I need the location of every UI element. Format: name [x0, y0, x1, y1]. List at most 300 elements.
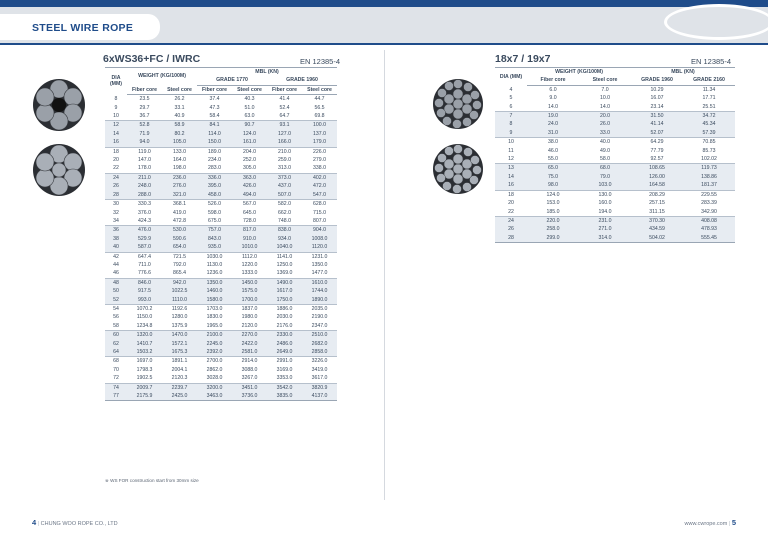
table-cell: 6: [509, 103, 513, 110]
table-cell: 48: [105, 278, 127, 287]
table-cell: 51.0: [244, 104, 255, 111]
table-cell: 942.0: [162, 278, 197, 287]
table-cell: 234.0: [208, 157, 221, 164]
table-cell: 64.7: [279, 113, 290, 120]
table-cell: 1744.0: [302, 287, 337, 295]
table-cell: 321.0: [162, 191, 197, 200]
table-cell: 2270.0: [232, 331, 267, 340]
table-cell: 98.0: [527, 181, 579, 190]
table-cell: 283.0: [208, 165, 221, 172]
page-divider: [384, 50, 385, 500]
table-cell: 2245.0: [197, 340, 232, 348]
table-cell: 60: [105, 331, 127, 340]
table-row: [495, 120, 735, 128]
header-decoration: [664, 4, 768, 40]
table-cell: 567.0: [232, 200, 267, 209]
table-cell: 1110.0: [162, 296, 197, 305]
table-cell: 529.9: [127, 235, 162, 243]
table-row: [495, 94, 735, 102]
table-cell: 1369.0: [276, 270, 293, 277]
table-row: [105, 252, 337, 261]
table-row: [105, 243, 337, 252]
table-cell: 1470.0: [162, 331, 197, 340]
table-cell: 3463.0: [197, 392, 232, 401]
table-cell: 1008.0: [302, 235, 337, 243]
table-cell: 314.0: [579, 234, 631, 243]
table-cell: 19.0: [527, 112, 579, 121]
table-cell: 22: [508, 208, 514, 215]
table-cell: 133.0: [162, 147, 197, 156]
table-cell: 13: [495, 164, 527, 173]
col-dia: DIA (MM): [495, 68, 527, 86]
company-name: CHUNG WOO ROPE CO., LTD: [40, 521, 118, 527]
table-cell: 9: [114, 104, 118, 111]
table-cell: 2009.7: [127, 383, 162, 392]
table-cell: 28: [105, 191, 127, 200]
table-cell: 647.4: [127, 252, 162, 261]
table-cell: 58: [113, 322, 119, 329]
table-cell: 373.0: [267, 173, 302, 182]
table-row: [495, 234, 735, 243]
col-fiber-core: Fiber core: [527, 76, 579, 85]
table-cell: 18: [495, 190, 527, 199]
table-row: [105, 217, 337, 226]
table-cell: 4: [509, 86, 513, 93]
table-row: [105, 304, 337, 313]
table-cell: 49.0: [599, 147, 611, 154]
col-weight: WEIGHT (KG/100M): [127, 68, 197, 86]
table-cell: 1830.0: [206, 314, 223, 321]
table-cell: 70: [113, 366, 119, 373]
table-cell: 2858.0: [302, 348, 337, 357]
table-cell: 2190.0: [311, 314, 328, 321]
table-cell: 7.0: [601, 86, 609, 93]
table-cell: 792.0: [173, 261, 186, 268]
table-row: [105, 138, 337, 147]
col-fiber-core: Fiber core: [127, 85, 162, 94]
table-cell: 3451.0: [232, 383, 267, 392]
table-cell: 77: [105, 392, 127, 401]
table-cell: 3419.0: [311, 366, 328, 373]
table-cell: 58.9: [162, 121, 197, 130]
table-cell: 654.0: [162, 243, 197, 252]
table-cell: 2330.0: [267, 331, 302, 340]
table-cell: 1450.0: [232, 278, 267, 287]
table-cell: 476.0: [127, 226, 162, 235]
table-cell: 52: [105, 296, 127, 305]
table-cell: 55.0: [547, 156, 559, 163]
table-cell: 164.58: [631, 181, 683, 190]
rope-cross-section-18x7-icon: [432, 78, 484, 130]
table-cell: 14: [105, 130, 127, 138]
table-cell: 38.0: [527, 138, 579, 147]
table-cell: 210.0: [267, 147, 302, 156]
table-cell: 437.0: [267, 182, 302, 190]
table-cell: 3542.0: [267, 383, 302, 392]
table-cell: 28: [495, 234, 527, 243]
table-cell: 31.0: [527, 129, 579, 138]
table-cell: 47.3: [209, 104, 220, 111]
table-cell: 10.0: [599, 95, 611, 102]
table-cell: 478.93: [683, 225, 735, 233]
table-cell: 526.0: [197, 200, 232, 209]
table-cell: 336.0: [197, 173, 232, 182]
table-cell: 748.0: [278, 217, 291, 224]
table-cell: 63.0: [244, 113, 255, 120]
table-cell: 1886.0: [267, 304, 302, 313]
table-cell: 259.0: [278, 157, 291, 164]
table-cell: 1231.0: [302, 252, 337, 261]
table-cell: 757.0: [197, 226, 232, 235]
table-cell: 11: [508, 147, 514, 154]
table-cell: 10: [495, 138, 527, 147]
table-cell: 38: [105, 235, 127, 243]
table-cell: 68.0: [579, 164, 631, 173]
table-cell: 1980.0: [241, 314, 258, 321]
table-cell: 45.34: [683, 120, 735, 128]
table-cell: 1192.6: [162, 304, 197, 313]
col-weight: WEIGHT (KG/100M): [527, 68, 631, 77]
table-cell: 368.1: [162, 200, 197, 209]
table-cell: 1490.0: [267, 278, 302, 287]
table-cell: 252.0: [243, 157, 256, 164]
table-cell: 90.7: [232, 121, 267, 130]
table-cell: 20: [508, 200, 514, 207]
table-cell: 1030.0: [197, 252, 232, 261]
table-cell: 7: [495, 112, 527, 121]
header-line: [0, 43, 768, 45]
table-cell: 4137.0: [302, 392, 337, 401]
table-cell: 472.8: [173, 217, 186, 224]
table-cell: 426.0: [232, 182, 267, 190]
table-cell: 2422.0: [232, 340, 267, 348]
table-cell: 20.0: [579, 112, 631, 121]
table-cell: 124.0: [232, 130, 267, 138]
table-cell: 2581.0: [232, 348, 267, 357]
right-section-title: 18x7 / 19x7: [495, 53, 551, 65]
table-cell: 103.0: [579, 181, 631, 190]
col-fiber-core: Fiber core: [197, 85, 232, 94]
table-cell: 40.3: [244, 96, 255, 103]
table-cell: 16: [105, 138, 127, 147]
table-cell: 504.02: [631, 234, 683, 243]
table-cell: 1580.0: [197, 296, 232, 305]
table-row: [105, 261, 337, 269]
table-cell: 817.0: [232, 226, 267, 235]
table-cell: 419.0: [173, 209, 186, 216]
table-cell: 1890.0: [302, 296, 337, 305]
table-row: [495, 190, 735, 199]
table-cell: 34: [113, 217, 119, 224]
table-cell: 2486.0: [267, 340, 302, 348]
table-cell: 208.29: [631, 190, 683, 199]
table-cell: 1617.0: [267, 287, 302, 295]
table-cell: 3617.0: [311, 375, 328, 382]
col-dia: DIA (MM): [105, 68, 127, 95]
table-cell: 1250.0: [276, 261, 293, 268]
table-row: [495, 103, 735, 112]
table-cell: 16: [495, 181, 527, 190]
table-row: [105, 313, 337, 321]
table-cell: 42: [105, 252, 127, 261]
table-cell: 283.39: [701, 200, 717, 207]
table-cell: 271.0: [579, 225, 631, 233]
rope-cross-section-19x7-icon: [432, 143, 484, 195]
table-cell: 2649.0: [267, 348, 302, 357]
table-cell: 10: [113, 113, 119, 120]
table-cell: 26: [105, 182, 127, 190]
table-cell: 628.0: [302, 200, 337, 209]
table-cell: 20: [113, 157, 119, 164]
table-cell: 34.72: [683, 112, 735, 121]
table-cell: 3226.0: [302, 357, 337, 366]
table-cell: 2030.0: [276, 314, 293, 321]
table-cell: 130.0: [579, 190, 631, 199]
table-cell: 2425.0: [162, 392, 197, 401]
table-row: [105, 340, 337, 348]
table-cell: 189.0: [197, 147, 232, 156]
table-cell: 472.0: [302, 182, 337, 190]
table-row: [495, 173, 735, 181]
table-cell: 138.86: [683, 173, 735, 181]
table-cell: 3353.0: [276, 375, 293, 382]
table-cell: 40.0: [579, 138, 631, 147]
table-cell: 119.0: [127, 147, 162, 156]
table-cell: 2120.0: [241, 322, 258, 329]
table-cell: 211.0: [127, 173, 162, 182]
table-cell: 1575.0: [232, 287, 267, 295]
table-cell: 229.55: [683, 190, 735, 199]
table-cell: 31.50: [631, 112, 683, 121]
left-footnote: ※ WS FOR construction start from 30mm size: [105, 478, 199, 483]
table-cell: 1234.8: [136, 322, 153, 329]
page-header-title: STEEL WIRE ROPE: [32, 22, 134, 34]
col-steel-core: Steel core: [162, 85, 197, 94]
table-row: [105, 156, 337, 164]
table-cell: 582.0: [267, 200, 302, 209]
table-cell: 370.30: [631, 216, 683, 225]
col-grade-1960: GRADE 1960: [267, 76, 337, 85]
table-cell: 3088.0: [241, 366, 258, 373]
table-cell: 33.0: [579, 129, 631, 138]
col-grade-1960: GRADE 1960: [631, 76, 683, 85]
table-cell: 1010.0: [232, 243, 267, 252]
table-cell: 1130.0: [206, 261, 223, 268]
table-cell: 2392.0: [197, 348, 232, 357]
col-fiber-core: Fiber core: [267, 85, 302, 94]
table-cell: 160.0: [598, 200, 612, 207]
table-cell: 5: [509, 95, 513, 102]
table-cell: 2862.0: [206, 366, 223, 373]
table-cell: 25.51: [702, 103, 716, 110]
table-cell: 2914.0: [232, 357, 267, 366]
table-row: [495, 129, 735, 138]
right-spec-table: [495, 67, 735, 243]
table-cell: 675.0: [208, 217, 221, 224]
table-cell: 1022.5: [162, 287, 197, 295]
table-cell: 52.07: [631, 129, 683, 138]
table-cell: 434.59: [631, 225, 683, 233]
table-cell: 917.5: [127, 287, 162, 295]
table-row: [495, 225, 735, 233]
table-cell: 84.1: [197, 121, 232, 130]
table-cell: 52.4: [279, 104, 290, 111]
table-row: [105, 235, 337, 243]
table-cell: 1410.7: [127, 340, 162, 348]
table-cell: 843.0: [197, 235, 232, 243]
footer-left: 4 | CHUNG WOO ROPE CO., LTD: [32, 518, 118, 527]
table-cell: 1703.0: [197, 304, 232, 313]
table-cell: 1150.0: [136, 314, 153, 321]
table-cell: 330.3: [127, 200, 162, 209]
table-row: [105, 164, 337, 173]
table-cell: 311.15: [649, 208, 665, 215]
table-cell: 1700.0: [232, 296, 267, 305]
table-cell: 547.0: [302, 191, 337, 200]
table-cell: 711.0: [138, 261, 151, 268]
col-steel-core: Steel core: [302, 85, 337, 94]
footer-right: www.cwrope.com | 5: [684, 518, 736, 527]
table-cell: 85.73: [702, 147, 716, 154]
table-cell: 181.37: [683, 181, 735, 190]
table-cell: 288.0: [127, 191, 162, 200]
table-cell: 17.71: [702, 95, 716, 102]
table-cell: 2991.0: [267, 357, 302, 366]
table-cell: 3820.9: [302, 383, 337, 392]
table-row: [105, 269, 337, 278]
table-cell: 1040.0: [267, 243, 302, 252]
table-cell: 1120.0: [302, 243, 337, 252]
table-row: [105, 209, 337, 217]
table-cell: 1350.0: [197, 278, 232, 287]
table-cell: 119.73: [683, 164, 735, 173]
table-cell: 3200.0: [197, 383, 232, 392]
table-cell: 904.0: [302, 226, 337, 235]
table-cell: 36: [105, 226, 127, 235]
table-cell: 2176.0: [276, 322, 293, 329]
table-cell: 23.5: [139, 96, 150, 103]
table-cell: 395.0: [197, 182, 232, 190]
table-cell: 40.9: [174, 113, 185, 120]
table-cell: 36.7: [139, 113, 150, 120]
table-cell: 2682.0: [302, 340, 337, 348]
table-cell: 41.4: [279, 96, 290, 103]
table-row: [105, 182, 337, 190]
table-cell: 1837.0: [232, 304, 267, 313]
table-row: [495, 216, 735, 225]
table-cell: 164.0: [173, 157, 186, 164]
table-cell: 3169.0: [276, 366, 293, 373]
table-cell: 29.7: [139, 104, 150, 111]
table-cell: 2100.0: [197, 331, 232, 340]
table-cell: 150.0: [197, 138, 232, 147]
table-row: [495, 164, 735, 173]
table-cell: 507.0: [267, 191, 302, 200]
table-cell: 105.0: [162, 138, 197, 147]
table-cell: 37.4: [209, 96, 220, 103]
table-cell: 126.00: [631, 173, 683, 181]
rope-cross-section-fiber-core-icon: [32, 78, 86, 132]
table-row: [495, 208, 735, 217]
table-cell: 9.0: [549, 95, 557, 102]
table-cell: 587.0: [127, 243, 162, 252]
table-cell: 993.0: [127, 296, 162, 305]
table-cell: 231.0: [579, 216, 631, 225]
table-cell: 166.0: [267, 138, 302, 147]
table-cell: 30: [105, 200, 127, 209]
rope-cross-section-steel-core-icon: [32, 143, 86, 197]
table-row: [495, 147, 735, 155]
table-cell: 68: [105, 357, 127, 366]
table-cell: 555.45: [683, 234, 735, 243]
left-spec-table: [105, 67, 337, 401]
table-cell: 807.0: [313, 217, 326, 224]
col-steel-core: Steel core: [579, 76, 631, 85]
table-cell: 338.0: [313, 165, 326, 172]
table-cell: 424.3: [138, 217, 151, 224]
table-cell: 2347.0: [311, 322, 328, 329]
table-cell: 92.57: [650, 156, 664, 163]
table-cell: 2510.0: [302, 331, 337, 340]
table-cell: 865.4: [173, 270, 186, 277]
table-cell: 64.29: [631, 138, 683, 147]
table-cell: 26.0: [579, 120, 631, 128]
table-cell: 1477.0: [311, 270, 328, 277]
table-row: [105, 348, 337, 357]
table-cell: 161.0: [232, 138, 267, 147]
table-cell: 1112.0: [232, 252, 267, 261]
table-cell: 220.0: [527, 216, 579, 225]
table-cell: 402.0: [302, 173, 337, 182]
table-cell: 80.2: [162, 130, 197, 138]
table-cell: 57.39: [683, 129, 735, 138]
table-cell: 52.8: [127, 121, 162, 130]
table-cell: 1236.0: [206, 270, 223, 277]
table-row: [105, 173, 337, 182]
table-row: [105, 147, 337, 156]
table-cell: 258.0: [527, 225, 579, 233]
table-cell: 935.0: [197, 243, 232, 252]
table-cell: 26: [495, 225, 527, 233]
table-cell: 204.0: [232, 147, 267, 156]
page-number-left: 4: [32, 518, 37, 527]
table-row: [105, 191, 337, 200]
table-row: [105, 104, 337, 112]
table-row: [105, 278, 337, 287]
table-cell: 645.0: [243, 209, 256, 216]
table-cell: 838.0: [267, 226, 302, 235]
table-cell: 71.9: [127, 130, 162, 138]
table-cell: 1697.0: [127, 357, 162, 366]
table-cell: 1141.0: [267, 252, 302, 261]
website-link[interactable]: www.cwrope.com: [684, 521, 728, 527]
table-cell: 2035.0: [302, 304, 337, 313]
table-cell: 14: [495, 173, 527, 181]
table-row: [105, 374, 337, 383]
table-row: [105, 357, 337, 366]
table-row: [105, 383, 337, 392]
table-cell: 137.0: [302, 130, 337, 138]
table-cell: 494.0: [232, 191, 267, 200]
table-row: [105, 226, 337, 235]
table-cell: 65.0: [527, 164, 579, 173]
table-cell: 41.14: [631, 120, 683, 128]
table-cell: 1375.9: [171, 322, 188, 329]
table-row: [105, 287, 337, 295]
table-cell: 11.34: [702, 86, 716, 93]
table-cell: 153.0: [546, 200, 560, 207]
table-cell: 590.6: [162, 235, 197, 243]
